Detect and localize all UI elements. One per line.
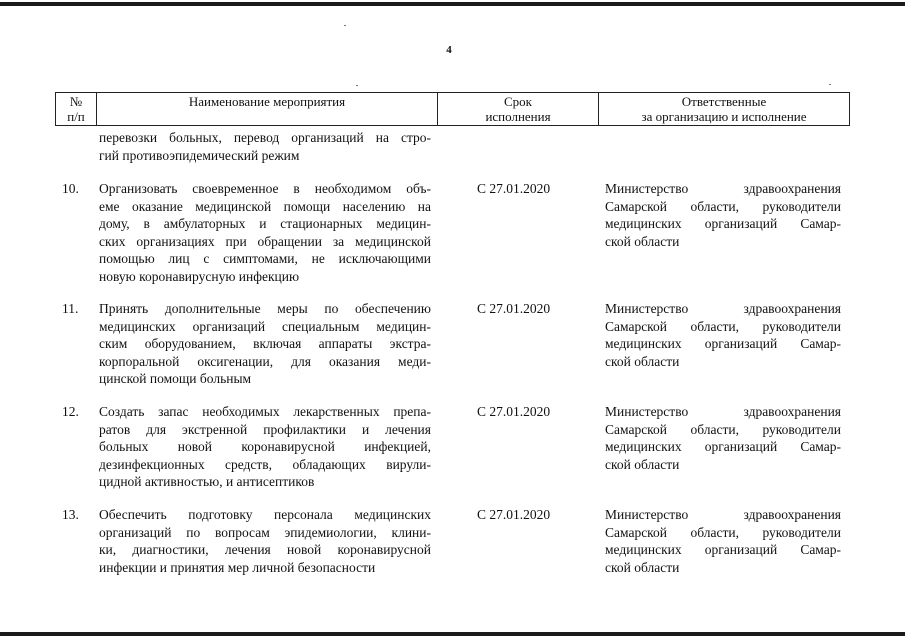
row-description: [99, 506, 431, 576]
text-line: ки, диагностики, лечения новой коронавирусной: [99, 542, 431, 558]
continued-item-text: [99, 129, 431, 164]
header-num-line1: №: [69, 94, 83, 109]
row-responsible: [605, 506, 841, 576]
text-line: Организовать своевременное в необходимом объ-: [99, 181, 431, 196]
row-responsible: [605, 300, 841, 370]
text-line: Создать запас необходимых лекарственных препа-: [99, 404, 431, 419]
text-line: помощью лиц с симптомами, не исключающими: [99, 251, 431, 267]
text-line: Министерство здравоохранения: [605, 404, 841, 419]
row-term: С 27.01.2020: [477, 507, 551, 522]
header-term-line1: Срок: [504, 94, 532, 109]
header-responsible-cell: [599, 93, 849, 125]
row-term: С 27.01.2020: [477, 301, 551, 316]
text-line: Самарской области, руководители: [605, 524, 841, 540]
header-term-cell: [438, 93, 598, 125]
text-line: Самарской области, руководители: [605, 421, 841, 437]
text-line: новую коронавирусную инфекцию: [99, 268, 300, 284]
text-line: дому, в амбулаторных и стационарных медицин-: [99, 216, 431, 232]
bottom-scan-border: [0, 632, 905, 636]
text-line: больных новой коронавирусной инфекцией,: [99, 439, 431, 455]
text-line: инфекции и принятия мер личной безопасности: [99, 559, 376, 575]
text-line: еме оказание медицинской помощи населению на: [99, 198, 431, 214]
header-term-line2: исполнения: [485, 109, 551, 124]
table-header: [55, 92, 850, 126]
header-num-cell: [56, 93, 96, 125]
row-responsible: [605, 403, 841, 473]
text-line: Принять дополнительные меры по обеспечению: [99, 301, 431, 316]
row-number: 11.: [62, 301, 79, 316]
header-responsible-line2: за организацию и исполнение: [641, 109, 807, 124]
row-term: С 27.01.2020: [477, 404, 551, 419]
text-line: цинской помощи больным: [99, 371, 252, 387]
text-line: цидной активностью, и антисептиков: [99, 474, 315, 490]
header-responsible-line1: Ответственные: [681, 94, 767, 109]
text-line: гий противоэпидемический режим: [99, 147, 300, 163]
scan-speck: [356, 85, 358, 86]
text-line: Обеспечить подготовку персонала медицинских: [99, 507, 431, 522]
row-number: 10.: [62, 181, 79, 196]
header-num-line2: п/п: [67, 109, 85, 124]
text-line: медицинских организаций Самар-: [605, 216, 841, 232]
row-description: [99, 300, 431, 388]
header-name-cell: [97, 93, 437, 126]
page-number: 4: [446, 44, 452, 56]
text-line: медицинских организаций Самар-: [605, 336, 841, 352]
row-number: 12.: [62, 404, 79, 419]
text-line: медицинских организаций Самар-: [605, 542, 841, 558]
text-line: ратов для экстренной профилактики и лечения: [99, 421, 431, 437]
header-name: Наименование мероприятия: [188, 94, 346, 109]
scan-speck: [829, 84, 831, 85]
text-line: перевозки больных, перевод организаций на стро-: [99, 130, 431, 145]
text-line: ской области: [605, 456, 680, 472]
scan-speck: [344, 25, 346, 26]
row-responsible: [605, 180, 841, 250]
text-line: медицинских организаций Самар-: [605, 439, 841, 455]
text-line: корпоральной оксигенации, для оказания меди-: [99, 353, 431, 369]
row-description: [99, 403, 431, 491]
row-term: С 27.01.2020: [477, 181, 551, 196]
text-line: дезинфекционных средств, обладающих вирули-: [99, 456, 431, 472]
text-line: Министерство здравоохранения: [605, 507, 841, 522]
row-description: [99, 180, 431, 286]
text-line: ской области: [605, 559, 680, 575]
text-line: Самарской области, руководители: [605, 318, 841, 334]
text-line: Министерство здравоохранения: [605, 301, 841, 316]
text-line: Самарской области, руководители: [605, 198, 841, 214]
text-line: медицинских организаций специальным медицин-: [99, 318, 431, 334]
top-scan-border: [0, 2, 905, 6]
text-line: ских организациях при обращении за медицинской: [99, 233, 431, 249]
text-line: ской области: [605, 233, 680, 249]
text-line: ским оборудованием, включая аппараты экстра-: [99, 336, 431, 352]
text-line: организаций по вопросам эпидемиологии, клини-: [99, 524, 431, 540]
text-line: ской области: [605, 353, 680, 369]
row-number: 13.: [62, 507, 79, 522]
text-line: Министерство здравоохранения: [605, 181, 841, 196]
